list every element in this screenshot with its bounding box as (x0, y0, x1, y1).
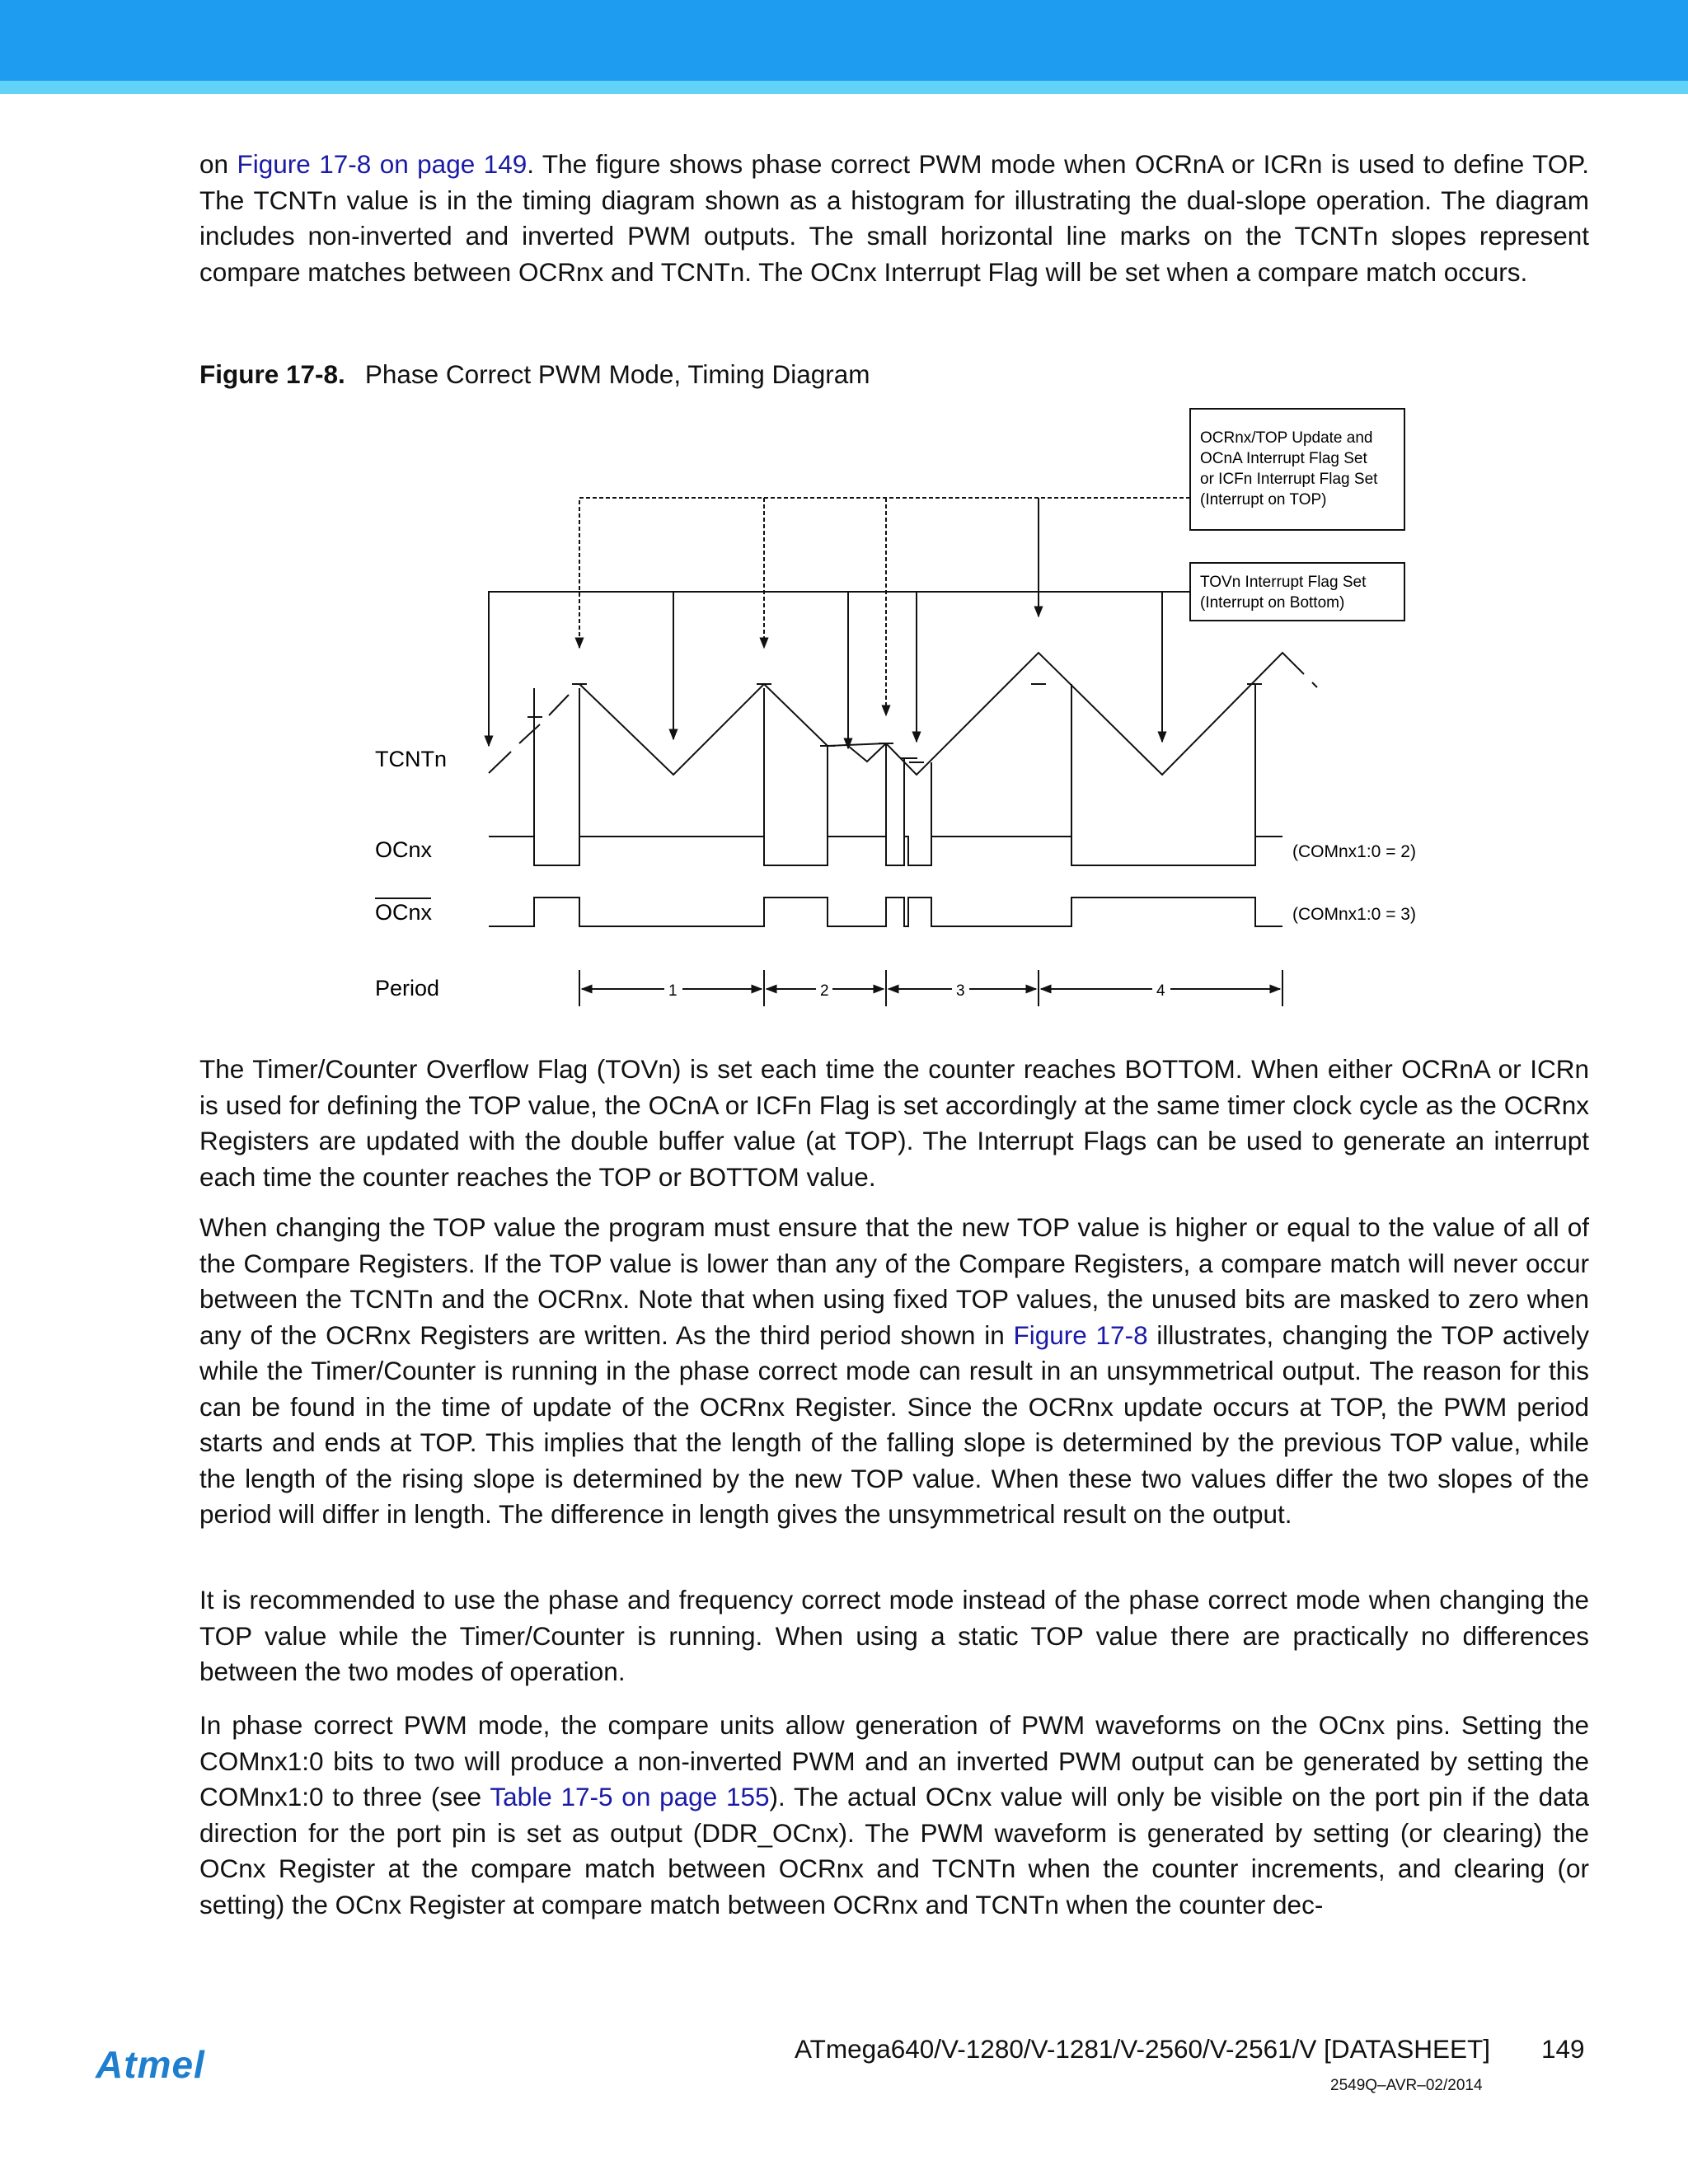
ocnx-label: OCnx (375, 837, 433, 862)
document-code: 2549Q–AVR–02/2014 (1330, 2077, 1483, 2094)
top-flag-arrows (579, 498, 1190, 715)
svg-text:or ICFn Interrupt Flag Set: or ICFn Interrupt Flag Set (1200, 471, 1378, 488)
paragraph-changing-top: When changing the TOP value the program must ensure that the new TOP value is higher or equal to the value of all of the Compare Registers. If the TOP value is lower than any of the Compare Registers, a compare match will never occur between the TCNTn and the OCRnx. Note that when using fixed TOP values, the unused bits are masked to zero when any of the OCRnx Registers are written. As the third period shown in Figure 17-8 illustrates, changing the TOP actively while the Timer/Counter is running in the phase correct mode can result in an unsymmetrical output. The reason for this can be found in the time of update of the OCRnx Register. Since the OCRnx update occurs at TOP, the PWM period starts and ends at TOP. This implies that the length of the falling slope is determined by the previous TOP value, while the length of the rising slope is determined by the new TOP value. When these two values differ the two slopes of the period will differ in length. The difference in length gives the unsymmetrical result on the output. (199, 1212, 1589, 1529)
period-1: 1 (668, 982, 678, 1000)
svg-text:OCRnx/TOP Update and: OCRnx/TOP Update and (1200, 429, 1373, 447)
non-inverted-mode-label: (COMnx1:0 = 2) (1292, 842, 1416, 861)
top-interrupt-box (1190, 409, 1404, 530)
period-markers (579, 970, 1282, 1006)
figure-number: Figure 17-8. (199, 359, 345, 389)
table-17-5-link[interactable]: Table 17-5 on page 155 (490, 1782, 770, 1811)
figure-title: Phase Correct PWM Mode, Timing Diagram (364, 359, 870, 389)
inverted-mode-label: (COMnx1:0 = 3) (1292, 905, 1416, 924)
period-label: Period (375, 976, 440, 1001)
svg-text:OCnA Interrupt Flag Set: OCnA Interrupt Flag Set (1200, 450, 1367, 467)
bottom-interrupt-box (1190, 563, 1404, 621)
footer-title: ATmega640/V-1280/V-1281/V-2560/V-2561/V [DATASHEET] (795, 2034, 1490, 2064)
tcnt-waveform (489, 653, 1317, 775)
figure-17-8-link[interactable]: Figure 17-8 (1013, 1319, 1148, 1350)
paragraph-tov-flag: The Timer/Counter Overflow Flag (TOVn) is set each time the counter reaches BOTTOM. When either OCRnA or ICRn is used for defining the TOP value, the OCnA or ICFn Flag is set accordingly at the same timer clock cycle as the OCRnx Registers are updated with the double buffer value (at TOP). The Interrupt Flags can be used to generate an interrupt each time the counter reaches the TOP or BOTTOM value. (199, 1054, 1589, 1192)
period-3: 3 (956, 982, 965, 1000)
svg-text:(Interrupt on Bottom): (Interrupt on Bottom) (1200, 594, 1345, 612)
atmel-logo: Atmel (96, 2043, 205, 2086)
ocnx-bar-label: OCnx (375, 900, 433, 925)
figure-link[interactable]: Figure 17-8 on page 149 (237, 149, 528, 179)
svg-text:(Interrupt on TOP): (Interrupt on TOP) (1200, 491, 1327, 509)
tcnt-label: TCNTn (375, 747, 447, 771)
bottom-flag-arrows (489, 592, 1190, 748)
svg-text:TOVn Interrupt Flag Set: TOVn Interrupt Flag Set (1200, 574, 1367, 591)
period-2: 2 (820, 982, 829, 1000)
page-number: 149 (1541, 2034, 1585, 2064)
paragraph-recommendation: It is recommended to use the phase and frequency correct mode instead of the phase correct mode when changing the TOP value while the Timer/Counter is running. When using a static TOP value there are practically no differences between the two modes of operation. (199, 1585, 1589, 1686)
period-4: 4 (1156, 982, 1165, 1000)
paragraph-compare-units: In phase correct PWM mode, the compare units allow generation of PWM waveforms on the OCnx pins. Setting the COMnx1:0 bits to two will produce a non-inverted PWM and an inverted PWM output can be generated by setting the COMnx1:0 to three (see Table 17-5 on page 155). The actual OCnx value will only be visible on the port pin if the data direction for the port pin is set as output (DDR_OCnx). The PWM waveform is generated by setting (or clearing) the OCnx Register at the compare match between OCRnx and TCNTn when the counter increments, and clearing (or setting) the OCnx Register at compare match between OCRnx and TCNTn when the counter dec- (199, 1710, 1589, 1919)
intro-paragraph: on Figure 17-8 on page 149. The figure shows phase correct PWM mode when OCRnA or ICRn is used to define TOP. The TCNTn value is in the timing diagram shown as a histogram for illustrating the dual-slope operation. The diagram includes non-inverted and inverted PWM outputs. The small horizontal line marks on the TCNTn slopes represent compare matches between OCRnx and TCNTn. The OCnx Interrupt Flag will be set when a compare match occurs. (199, 149, 1589, 287)
ocnx-inverted-waveform (489, 898, 1282, 926)
timing-diagram (0, 0, 1688, 1038)
